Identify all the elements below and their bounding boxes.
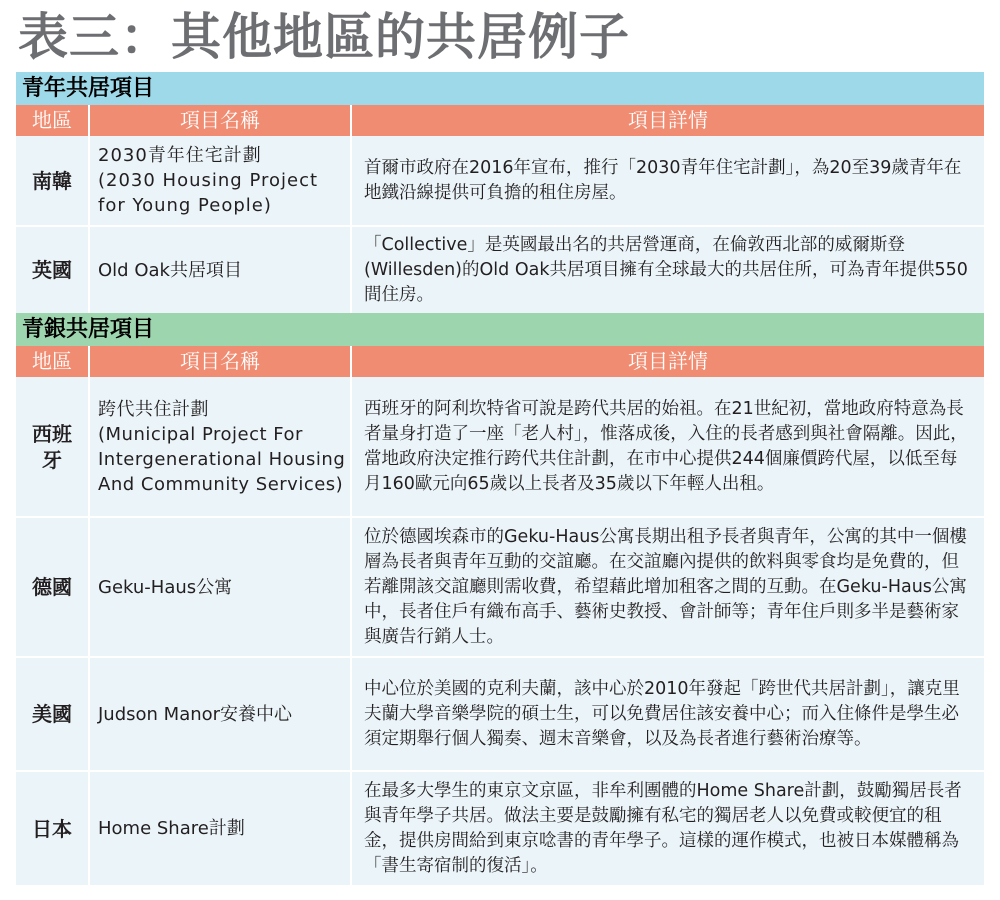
region-cell: 西班牙 — [32, 421, 72, 472]
column-header-project-name: 項目名稱 — [180, 108, 260, 132]
project-name-cell: Home Share計劃 — [98, 818, 245, 839]
project-name-cell: Geku-Haus公寓 — [98, 576, 233, 598]
region-cell: 英國 — [32, 258, 72, 282]
table-header — [16, 346, 984, 377]
region-cell: 美國 — [32, 702, 72, 726]
region-cell: 德國 — [32, 575, 72, 599]
table-header — [16, 105, 984, 136]
project-name-cell: 2030青年住宅計劃 (2030 Housing Project for Young People) — [98, 145, 319, 216]
project-detail-cell: 「Collective」是英國最出名的共居營運商，在倫敦西北部的威爾斯登(Willesden)的Old Oak共居項目擁有全球最大的共居住所，可為青年提供550間住房。 — [364, 234, 968, 305]
table-row — [16, 377, 984, 516]
project-detail-cell: 在最多大學生的東京文京區，非牟利團體的Home Share計劃，鼓勵獨居長者與青年學子共居。做法主要是鼓勵擁有私宅的獨居老人以免費或較便宜的租金，提供房間給到東京唸書的青年學子。這樣的運作模式，也被日本媒體稱為「書生寄宿制的復活」。 — [364, 780, 962, 876]
column-header-region: 地區 — [32, 349, 72, 373]
column-header-project-detail: 項目詳情 — [628, 108, 708, 132]
section-heading-intergenerational: 青銀共居項目 — [16, 313, 984, 346]
project-detail-cell: 西班牙的阿利坎特省可說是跨代共居的始祖。在21世紀初，當地政府特意為長者量身打造了一座「老人村」，惟落成後，入住的長者感到與社會隔離。因此，當地政府決定推行跨代共住計劃，在市中心提供244個廉價跨代屋，以低至每月160歐元向65歲以上長者及35歲以下年輕人出租。 — [364, 398, 968, 494]
table-row — [16, 136, 984, 225]
table-row — [16, 227, 984, 313]
table-row — [16, 658, 984, 770]
region-cell: 南韓 — [32, 168, 72, 193]
project-name-cell: 跨代共住計劃 (Municipal Project For Intergenerational Housing And Community Services) — [98, 398, 346, 495]
column-header-project-detail: 項目詳情 — [628, 349, 708, 373]
project-name-cell: Judson Manor安養中心 — [98, 703, 293, 725]
project-name-cell: Old Oak共居項目 — [98, 259, 242, 281]
section-heading-youth: 青年共居項目 — [16, 72, 984, 105]
project-detail-cell: 中心位於美國的克利夫蘭，該中心於2010年發起「跨世代共居計劃」，讓克里夫蘭大學音樂學院的碩士生，可以免費居住該安養中心；而入住條件是學生必須定期舉行個人獨奏、週末音樂會，以及為長者進行藝術治療等。 — [364, 678, 960, 749]
table-row — [16, 772, 984, 885]
table-title: 表三：其他地區的共居例子 — [18, 8, 630, 66]
project-detail-cell: 位於德國埃森市的Geku-Haus公寓長期出租予長者與青年，公寓的其中一個樓層為長者與青年互動的交誼廳。在交誼廳內提供的飲料與零食均是免費的，但若離開該交誼廳則需收費，希望藉此增加租客之間的互動。在Geku-Haus公寓中，長者住戶有織布高手、藝術史教授、會計師等；青年住戶則多半是藝術家與廣告行銷人士。 — [364, 526, 967, 647]
column-header-project-name: 項目名稱 — [180, 349, 260, 373]
table-row — [16, 518, 984, 656]
region-cell: 日本 — [32, 816, 72, 841]
column-header-region: 地區 — [32, 108, 72, 132]
project-detail-cell: 首爾市政府在2016年宣布，推行「2030青年住宅計劃」，為20至39歲青年在地鐵沿線提供可負擔的租住房屋。 — [364, 157, 962, 203]
